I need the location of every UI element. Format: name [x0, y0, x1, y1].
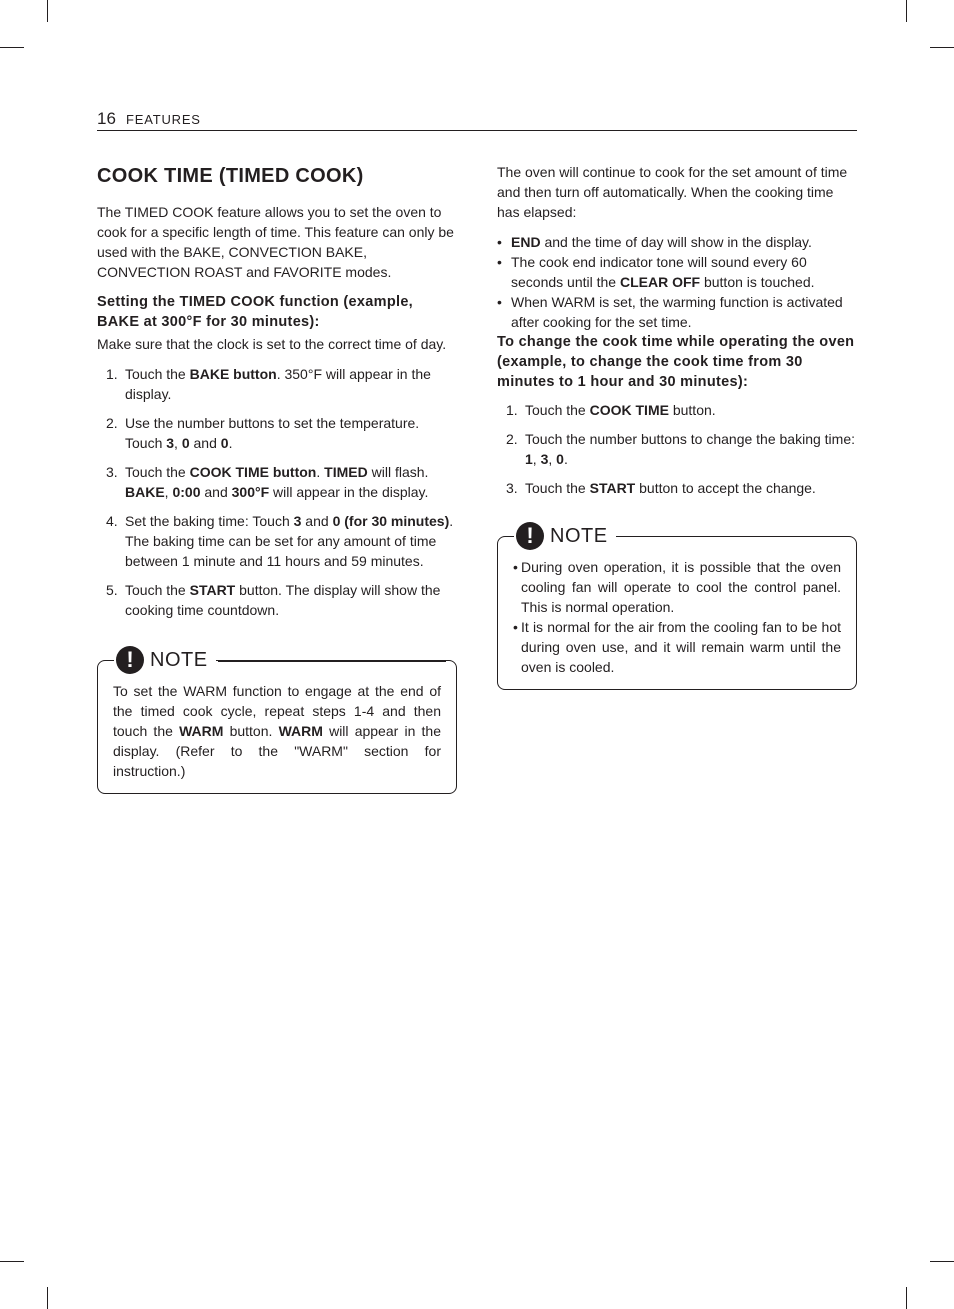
step-number: 1. — [506, 402, 518, 418]
text-run: button. — [223, 723, 279, 739]
text-run: Set the baking time: Touch — [125, 513, 294, 529]
setting-subheading: Setting the TIMED COOK function (example, BAKE at 300°F for 30 minutes): — [97, 294, 414, 330]
bold-text: 3 — [540, 451, 549, 467]
continue-paragraph: The oven will continue to cook for the set amount of time and then turn off automatically. When the cooking time has elapsed: — [497, 164, 848, 220]
note-item — [513, 557, 841, 617]
crop-mark — [0, 47, 24, 48]
bold-text: TIMED — [324, 464, 368, 480]
exclamation-icon: ! — [116, 646, 144, 674]
crop-mark — [47, 1287, 48, 1309]
text-run: and the time of day will show in the display. — [540, 234, 812, 250]
text-run: and — [200, 484, 232, 500]
right-column — [497, 162, 857, 690]
bold-text: WARM — [278, 723, 323, 739]
note-list — [513, 557, 841, 677]
note-label: NOTE — [150, 649, 208, 671]
bold-text: END — [511, 234, 541, 250]
note-item-text: During oven operation, it is possible that the oven cooling fan will operate to cool the control panel. This is normal operation. — [521, 559, 841, 615]
text-run: Use the number buttons to set the temperature. Touch — [125, 415, 420, 451]
left-column — [97, 162, 457, 794]
text-run: Touch the — [125, 366, 190, 382]
note-box — [97, 647, 457, 794]
crop-mark — [906, 0, 907, 22]
text-run: . — [563, 451, 568, 467]
text-run: Touch the — [125, 464, 190, 480]
note-heading — [114, 644, 216, 676]
bullet-item — [497, 252, 857, 292]
bullet-item — [497, 232, 857, 252]
step-number: 4. — [106, 513, 118, 529]
clock-instruction: Make sure that the clock is set to the correct time of day. — [97, 336, 447, 352]
text-run: button is touched. — [700, 274, 815, 290]
step-item — [97, 364, 457, 404]
bold-text: 0 — [181, 435, 190, 451]
step-item — [97, 413, 457, 453]
step-item — [97, 511, 457, 571]
bullet-item — [497, 292, 857, 332]
step-number: 3. — [106, 464, 118, 480]
crop-mark — [906, 1287, 907, 1309]
bold-text: 0:00 — [172, 484, 201, 500]
text-run: will flash. — [367, 464, 429, 480]
text-run: , — [548, 451, 557, 467]
exclamation-icon: ! — [516, 522, 544, 550]
change-steps-list — [497, 400, 857, 498]
note-box — [497, 523, 857, 690]
bold-text: BAKE button — [189, 366, 277, 382]
note-label: NOTE — [550, 525, 608, 547]
bullet-icon: • — [513, 559, 518, 575]
note-item-text: It is normal for the air from the cooling fan to be hot during oven use, and it will remain warm until the oven is cooled. — [521, 619, 841, 675]
intro-paragraph: The TIMED COOK feature allows you to set the oven to cook for a specific length of time. This feature can only be used with the BAKE, CONVECTION BAKE, CONVECTION ROAST and FAVORITE modes. — [97, 204, 454, 280]
note-heading — [514, 520, 616, 552]
bold-text: 300°F — [231, 484, 270, 500]
page-number: 16 — [97, 109, 116, 128]
bullet-icon: • — [513, 619, 518, 635]
text-run: button. — [668, 402, 716, 418]
bold-text: COOK TIME — [589, 402, 669, 418]
bold-text: COOK TIME button — [189, 464, 317, 480]
bold-text: 0 — [220, 435, 229, 451]
change-subheading: To change the cook time while operating the oven (example, to change the cook time from 30 minutes to 1 hour and 30 minutes): — [497, 334, 855, 390]
text-run: , — [532, 451, 541, 467]
bullet-icon: • — [497, 254, 502, 270]
bold-text: 1 — [525, 451, 533, 467]
text-run: will appear in the display. (Refer to the "WARM" section for instruction.) — [113, 723, 442, 779]
step-number: 2. — [506, 431, 518, 447]
crop-mark — [47, 0, 48, 22]
section-name: FEATURES — [126, 112, 201, 127]
elapsed-bullets — [497, 232, 857, 332]
step-item — [497, 429, 857, 469]
step-item — [497, 400, 857, 420]
setting-steps-list — [97, 364, 457, 620]
step-item — [97, 580, 457, 620]
bold-text: 3 — [166, 435, 175, 451]
crop-mark — [0, 1261, 24, 1262]
text-run: . — [228, 435, 233, 451]
bullet-icon: • — [497, 234, 502, 250]
bold-text: START — [189, 582, 236, 598]
bold-text: 3 — [293, 513, 302, 529]
text-run: button. The display will show the cooking time countdown. — [125, 582, 441, 618]
text-run: . The baking time can be set for any amount of time between 1 minute and 11 hours and 59 minutes. — [125, 513, 454, 569]
text-run: To set the WARM function to engage at the end of the timed cook cycle, repeat steps 1-4 and then touch the — [113, 683, 441, 739]
text-run: button to accept the change. — [635, 480, 816, 496]
text-run: will appear in the display. — [269, 484, 429, 500]
text-run: , — [174, 435, 182, 451]
text-run: Touch the — [525, 480, 590, 496]
step-number: 5. — [106, 582, 118, 598]
crop-mark — [930, 1261, 954, 1262]
step-number: 1. — [106, 366, 118, 382]
note-text — [113, 681, 441, 781]
bold-text: START — [589, 480, 636, 496]
text-run: , — [164, 484, 173, 500]
text-run: Touch the — [125, 582, 190, 598]
text-run: and — [189, 435, 221, 451]
bold-text: CLEAR OFF — [619, 274, 701, 290]
bold-text: WARM — [179, 723, 224, 739]
step-item — [97, 462, 457, 502]
bold-text: BAKE — [125, 484, 165, 500]
note-rule — [218, 661, 446, 662]
bold-text: 0 (for 30 minutes) — [332, 513, 450, 529]
section-title: COOK TIME (TIMED COOK) — [97, 165, 364, 187]
text-run: When WARM is set, the warming function is activated after cooking for the set time. — [511, 294, 843, 330]
step-number: 3. — [506, 480, 518, 496]
text-run: Touch the number buttons to change the baking time: — [525, 431, 855, 447]
text-run: The cook end indicator tone will sound every 60 seconds until the — [511, 254, 807, 290]
page-header — [97, 109, 857, 131]
bold-text: 0 — [556, 451, 564, 467]
crop-mark — [930, 47, 954, 48]
text-run: Touch the — [525, 402, 590, 418]
text-run: and — [301, 513, 333, 529]
bullet-icon: • — [497, 294, 502, 310]
text-run: . — [316, 464, 325, 480]
note-item — [513, 617, 841, 677]
step-number: 2. — [106, 415, 118, 431]
step-item — [497, 478, 857, 498]
text-run: . 350°F will appear in the display. — [125, 366, 431, 402]
